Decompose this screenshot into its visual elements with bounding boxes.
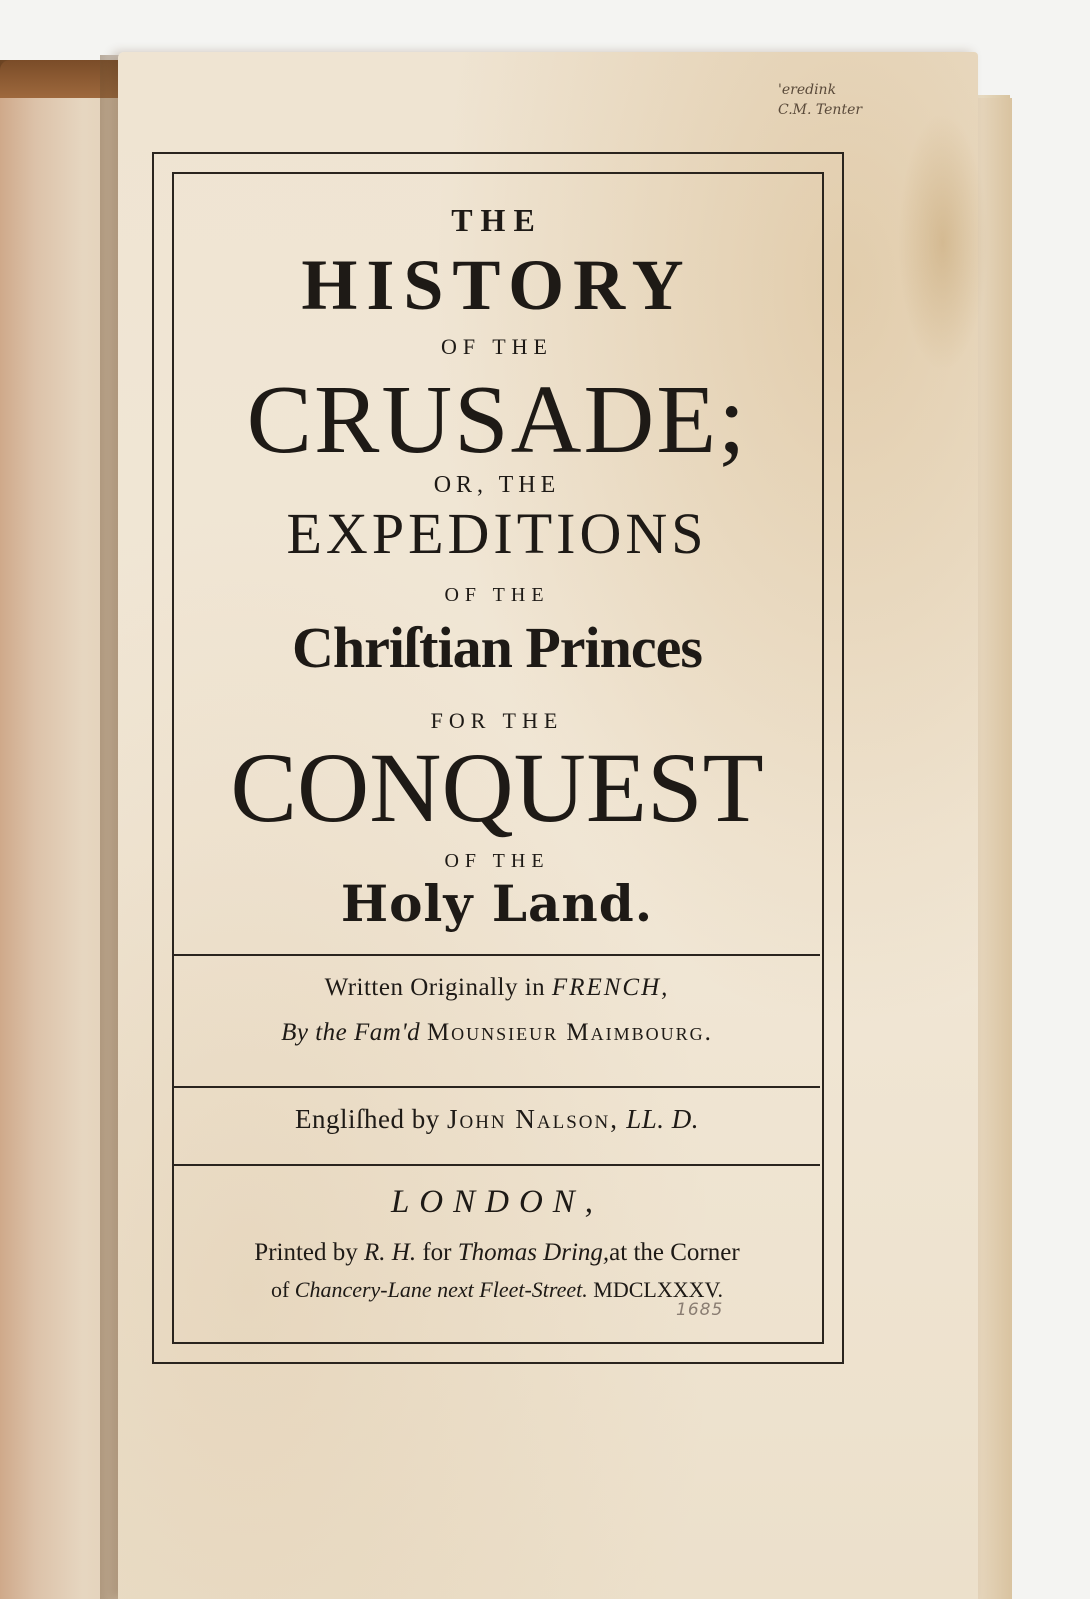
by-prefix: By the Fam'd (281, 1019, 421, 1046)
horizontal-rule (174, 1164, 820, 1166)
author-line (174, 1019, 820, 1047)
title-line-crusade: CRUSADE; (246, 366, 748, 474)
title-line-for-the: FOR THE (430, 708, 564, 733)
written-originally-line (174, 974, 820, 1002)
imprint-city: LONDON, (390, 1184, 604, 1220)
title-line-history: HISTORY (301, 245, 693, 325)
horizontal-rule (174, 1086, 820, 1088)
translator-line (174, 1104, 820, 1135)
title-line-expeditions: EXPEDITIONS (286, 501, 708, 566)
foxing-stain (898, 112, 988, 372)
of-word: of (270, 1277, 290, 1302)
printed-suffix: at the Corner (609, 1239, 740, 1266)
printed-for: for (422, 1239, 452, 1266)
title-line-of-the: OF THE (444, 850, 550, 872)
written-language: FRENCH, (551, 974, 670, 1001)
written-prefix: Written Originally in (324, 974, 546, 1001)
title-line-the: THE (451, 202, 543, 238)
printed-prefix: Printed by (254, 1239, 358, 1266)
pencil-date-annotation: 1685 (676, 1300, 724, 1320)
horizontal-rule (174, 954, 820, 956)
inscription-line: 'eredink (778, 82, 837, 98)
imprint-printer-line (174, 1239, 820, 1267)
translator-name: John Nalson, (446, 1104, 619, 1134)
translator-degree: LL. D. (626, 1104, 700, 1134)
title-line-holy-land: Holy Land. (340, 874, 654, 933)
title-line-christian-princes: Chriſtian Princes (292, 615, 702, 680)
bookseller-name: Thomas Dring, (457, 1239, 610, 1266)
handwritten-inscription (778, 80, 978, 120)
imprint-place: Chancery-Lane next Fleet-Street. (294, 1277, 588, 1302)
imprint-year: MDCLXXXV. (593, 1277, 724, 1302)
title-line-of-the: OF THE (444, 584, 550, 606)
title-line-or-the: OR, THE (433, 472, 561, 498)
title-line-conquest: CONQUEST (230, 732, 764, 843)
title-page (118, 52, 978, 1599)
inscription-line: C.M. Tenter (778, 102, 863, 118)
printer-initials: R. H. (364, 1239, 417, 1266)
title-block (174, 174, 820, 1340)
author-name: Mounsieur Maimbourg. (426, 1019, 713, 1046)
englished-prefix: Engliſhed by (294, 1104, 440, 1134)
title-line-of-the: OF THE (441, 334, 553, 359)
